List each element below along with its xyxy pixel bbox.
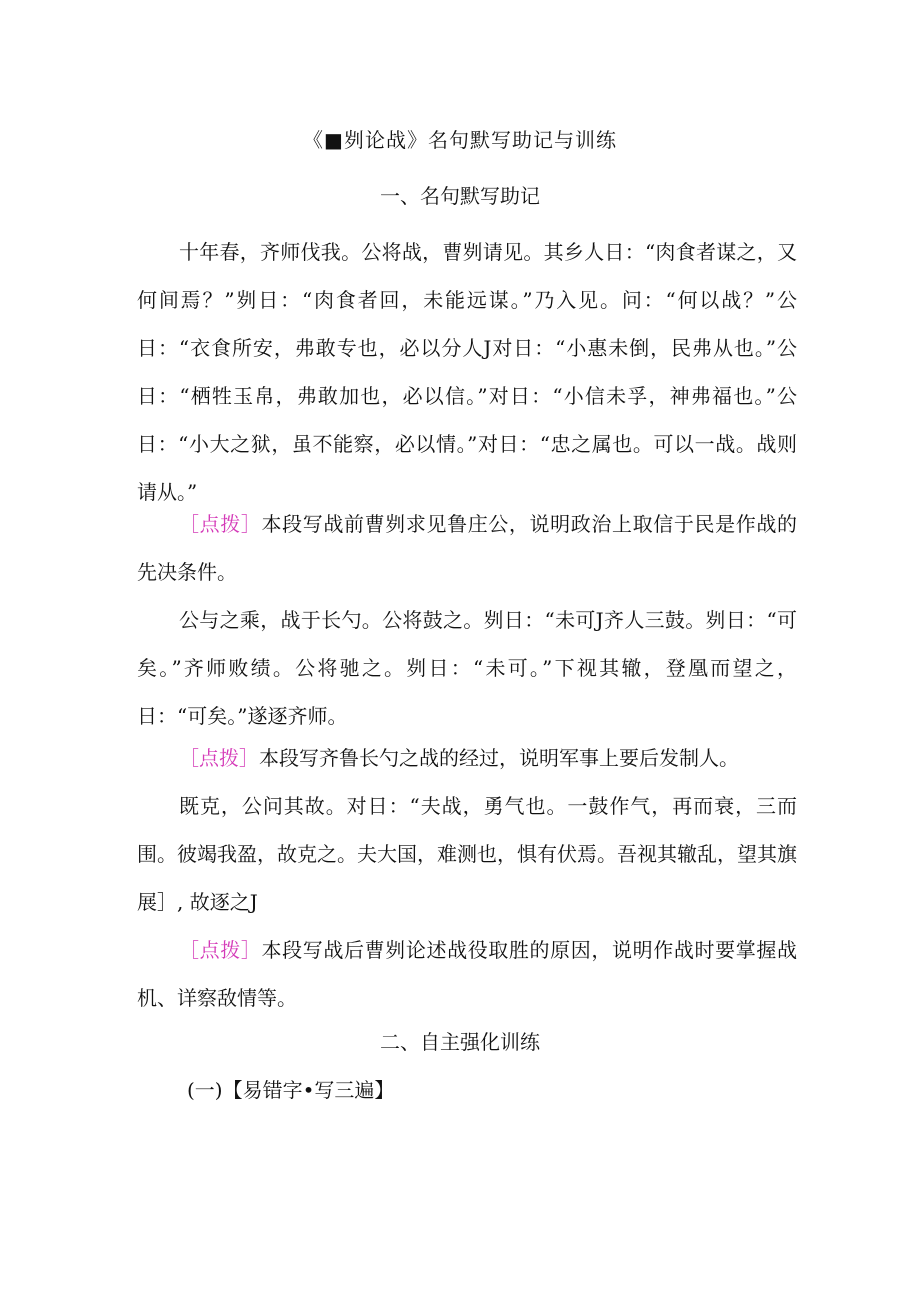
tip-paragraph-2 [137, 734, 797, 782]
paragraph-2: 公与之乘，战于长勺。公将鼓之。刿日：“未可J齐人三鼓。刿日：“可矣。”齐师败绩。公将驰之。刿日：“未可。”下视其辙，登凰而望之，日：“可矣。”遂逐齐师。 [137, 608, 797, 728]
paragraph-3: 既克，公问其故。对日：“夫战，勇气也。一鼓作气，再而衰，三而围。彼竭我盈，故克之。夫大国，难测也，惧有伏焉。吾视其辙乱，望其旗展］, 故逐之J [137, 794, 797, 914]
tip-label-3: ［点拨］ [179, 938, 262, 962]
tip-paragraph-3 [137, 926, 797, 1022]
paragraph-1: 十年春，齐师伐我。公将战，曹刿请见。其乡人日：“肉食者谋之，又何间焉？”刿日：“肉食者回，未能远谋。”乃入见。问：“何以战？”公日：“衣食所安，弗敢专也，必以分人J对日：“小惠未倒，民弗从也。”公日：“栖牲玉帛，弗敢加也，必以信。”对日：“小信未孚，神弗福也。”公日：“小大之狱，虽不能察，必以情。”对日：“忠之属也。可以一战。战则请从。” [137, 240, 797, 504]
tip-paragraph-1 [137, 500, 797, 596]
tip-text-1: 本段写战前曹刿求见鲁庄公，说明政治上取信于民是作战的先决条件。 [137, 512, 798, 584]
document-title: 《■刿论战》名句默写助记与训练 [303, 128, 617, 152]
tip-text-2: 本段写齐鲁长勺之战的经过，说明军事上要后发制人。 [259, 746, 739, 770]
tip-label-2: ［点拨］ [179, 746, 259, 770]
tip-label-1: ［点拨］ [179, 512, 262, 536]
subsection-heading-1: (一)【易错字•写三遍】 [187, 1078, 395, 1102]
tip-text-3: 本段写战后曹刿论述战役取胜的原因，说明作战时要掌握战机、详察敌情等。 [137, 938, 798, 1010]
section-heading-2: 二、自主强化训练 [380, 1030, 540, 1054]
section-heading-1: 一、名句默写助记 [380, 184, 540, 208]
